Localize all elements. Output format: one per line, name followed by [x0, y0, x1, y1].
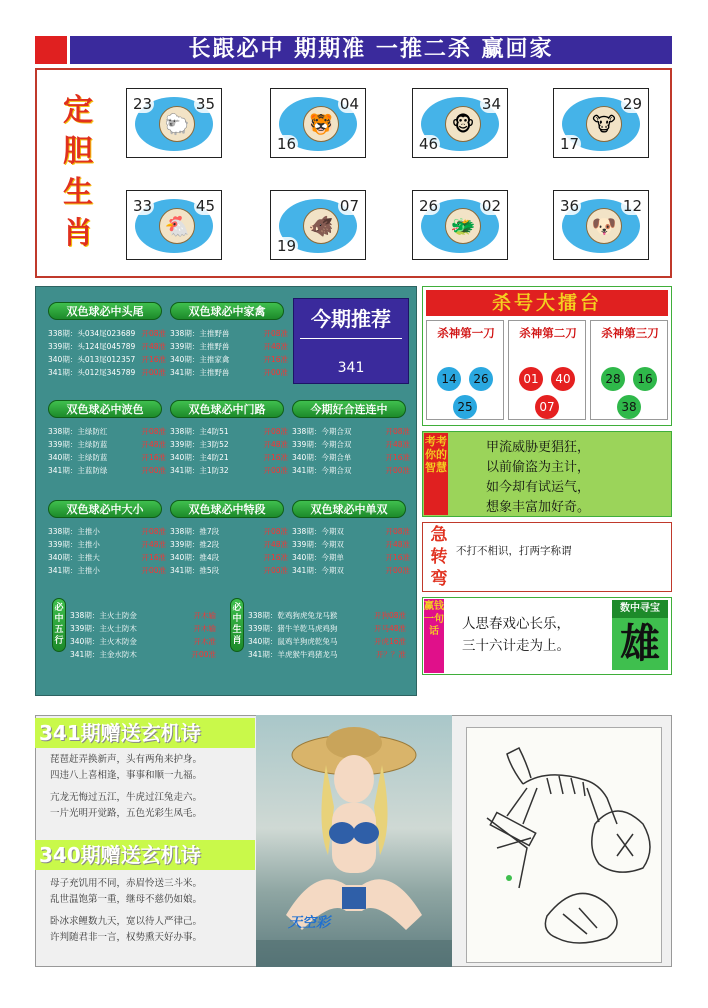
treasure-title: 数中寻宝 [612, 600, 668, 618]
prediction-text: 339期：猪牛羊乾马虎鸡狗 [248, 624, 338, 633]
kill-ball: 38 [617, 395, 641, 419]
section-title-button: 双色球必中家禽 [170, 302, 284, 320]
prediction-result: 开16准 [141, 453, 166, 462]
prediction-result: 开48准 [385, 540, 410, 549]
zebra-sketch-illustration [467, 728, 663, 964]
prediction-row [248, 649, 406, 661]
zodiac-animal-tiger-icon: 🐯 [303, 106, 339, 142]
zodiac-card [126, 190, 222, 260]
kill-column-title: 杀神第二刀 [519, 326, 577, 340]
prediction-text: 339期：主绿防蓝 [48, 440, 108, 449]
kill-column-title: 杀神第一刀 [437, 326, 495, 340]
prediction-row [48, 565, 166, 577]
prediction-row [292, 439, 410, 451]
prediction-result: 开木输 [193, 624, 216, 633]
prediction-row [292, 465, 410, 477]
poem-line: 卧冰求鲤数九天，宽以待人严律己。 [50, 916, 203, 927]
section-title-button: 今期好合连连中 [292, 400, 406, 418]
prediction-result: 开木准 [193, 637, 216, 646]
prediction-row [248, 610, 406, 622]
poem-title: 340期赠送玄机诗 [35, 840, 255, 870]
prediction-result: 开08准 [263, 427, 288, 436]
kill-title: 杀号大擂台 [426, 290, 668, 316]
prediction-result: 开48准 [263, 540, 288, 549]
zodiac-number: 35 [195, 95, 215, 113]
prediction-text: 339期：主推野兽 [170, 342, 230, 351]
poem-title: 341期赠送玄机诗 [35, 718, 255, 748]
prediction-row [48, 526, 166, 538]
vertical-label-wuxing: 必中五行 [52, 598, 66, 652]
zodiac-animal-ox-icon: 🐮 [586, 106, 622, 142]
prediction-row [170, 552, 288, 564]
prediction-result: 开00准 [263, 466, 288, 475]
prediction-text: 341期：羊虎猴牛鸡猪龙马 [248, 650, 338, 659]
prediction-text: 339期：今期合双 [292, 440, 352, 449]
kill-ball: 40 [551, 367, 575, 391]
poem-line: 亢龙无悔过五江，牛虎过江兔走六。 [50, 792, 203, 803]
prediction-result: 开48准 [141, 540, 166, 549]
kill-ball: 07 [535, 395, 559, 419]
prediction-row [48, 328, 166, 340]
prediction-text: 338期：主推野兽 [170, 329, 230, 338]
brain-teaser-label [424, 524, 454, 590]
zodiac-animal-rooster-icon: 🐔 [159, 208, 195, 244]
prediction-row [248, 623, 406, 635]
riddle-line: 以前偷盗为主计， [486, 460, 591, 475]
prediction-result: 开16准 [385, 553, 410, 562]
zodiac-number: 46 [419, 135, 439, 153]
kill-ball: 26 [469, 367, 493, 391]
poem-line: 四违八上喜相逢，事事和顺一九福。 [50, 770, 203, 781]
poem-line: 乱世温饱第一重，继母不慈仍如娘。 [50, 894, 203, 905]
prediction-row [170, 539, 288, 551]
zodiac-title-char: 胆 [63, 134, 93, 169]
prediction-text: 340期：今期单 [292, 553, 344, 562]
treasure-char: 雄 [612, 618, 668, 670]
riddle-label: 考考你的智慧 [424, 433, 448, 515]
prediction-text: 340期：鼠鸡羊狗虎乾兔马 [248, 637, 338, 646]
prediction-text: 340期：主绿防蓝 [48, 453, 108, 462]
prediction-row [170, 465, 288, 477]
kill-ball: 28 [601, 367, 625, 391]
prediction-text: 340期：主4防21 [170, 453, 229, 462]
photo-illustration [256, 715, 452, 967]
zodiac-number: 45 [195, 197, 215, 215]
prediction-text: 340期：主火木防金 [70, 637, 137, 646]
zodiac-number: 23 [133, 95, 153, 113]
riddle-line: 如今却有试运气， [486, 480, 591, 495]
prediction-text: 339期：今期双 [292, 540, 344, 549]
prediction-text: 338期：主火土防金 [70, 611, 137, 620]
prediction-result: 开48准 [385, 440, 410, 449]
prediction-result: 开虎16准 [373, 637, 406, 646]
prediction-result: 开48准 [141, 440, 166, 449]
prediction-result: 开08准 [385, 427, 410, 436]
riddle-line: 甲流威胁更猖狂， [486, 440, 591, 455]
prediction-result: 开16准 [263, 553, 288, 562]
zodiac-title [58, 90, 98, 254]
prediction-row [170, 354, 288, 366]
prediction-text: 341期：主金水防木 [70, 650, 137, 659]
prediction-row [48, 426, 166, 438]
prediction-text: 339期：推2段 [170, 540, 220, 549]
zodiac-number: 16 [277, 135, 297, 153]
kill-ball: 16 [633, 367, 657, 391]
prediction-text: 340期：主推大 [48, 553, 100, 562]
kill-ball: 01 [519, 367, 543, 391]
kill-column [508, 320, 586, 420]
prediction-result: 开08准 [141, 329, 166, 338]
prediction-text: 339期：主3防52 [170, 440, 229, 449]
prediction-row [170, 367, 288, 379]
zodiac-card [412, 88, 508, 158]
prediction-result: 开16准 [141, 355, 166, 364]
prediction-text: 340期：主推家禽 [170, 355, 230, 364]
prediction-text: 341期：主推小 [48, 566, 100, 575]
section-title-button: 双色球必中头尾 [48, 302, 162, 320]
prediction-text: 338期：主推小 [48, 527, 100, 536]
page-title: 长跟必中 期期准 一推二杀 赢回家 [70, 36, 672, 64]
riddle-line: 想象丰富加好奇。 [486, 500, 591, 515]
zodiac-number: 07 [339, 197, 359, 215]
prediction-row [48, 354, 166, 366]
prediction-row [170, 426, 288, 438]
prediction-text: 338期：头034尾023689 [48, 329, 136, 338]
prediction-row [292, 526, 410, 538]
prediction-row [48, 539, 166, 551]
zodiac-animal-monkey-icon: 🐵 [445, 106, 481, 142]
prediction-text: 339期：头124尾045789 [48, 342, 136, 351]
prediction-result: 开48准 [141, 342, 166, 351]
prediction-text: 339期：主推小 [48, 540, 100, 549]
zodiac-title-char: 肖 [63, 216, 93, 251]
photo-watermark: 天空彩 [288, 915, 330, 931]
section-title-button: 双色球必中大小 [48, 500, 162, 518]
prediction-row [70, 623, 216, 635]
prediction-row [292, 426, 410, 438]
prediction-text: 338期：推7段 [170, 527, 220, 536]
zodiac-card [126, 88, 222, 158]
win-label: 赢钱一句话 [424, 599, 444, 673]
prediction-text: 338期：今期合双 [292, 427, 352, 436]
zodiac-title-char: 生 [63, 175, 93, 210]
prediction-text: 340期：今期合单 [292, 453, 352, 462]
prediction-text: 341期：主1防32 [170, 466, 229, 475]
prediction-row [292, 452, 410, 464]
zodiac-number: 34 [481, 95, 501, 113]
prediction-row [48, 465, 166, 477]
prediction-text: 341期：今期双 [292, 566, 344, 575]
prediction-result: 开08准 [141, 527, 166, 536]
prediction-row [48, 367, 166, 379]
zodiac-card [412, 190, 508, 260]
prediction-row [48, 452, 166, 464]
prediction-result: 开48准 [263, 440, 288, 449]
zodiac-number: 33 [133, 197, 153, 215]
prediction-text: 338期：主4防51 [170, 427, 229, 436]
zodiac-number: 29 [622, 95, 642, 113]
zodiac-card [553, 190, 649, 260]
prediction-result: 开08准 [263, 527, 288, 536]
recommend-divider [300, 338, 402, 339]
header-red-block [35, 36, 67, 64]
sketch-image [466, 727, 662, 963]
vertical-label-shengxiao: 必中生肖 [230, 598, 244, 652]
photo-image [256, 715, 452, 967]
prediction-row [170, 328, 288, 340]
zodiac-animal-dog-icon: 🐶 [586, 208, 622, 244]
brain-teaser-label-char: 急 [430, 525, 448, 545]
prediction-text: 341期：主蓝防绿 [48, 466, 108, 475]
recommend-title: 今期推荐 [311, 307, 391, 331]
prediction-text: 341期：今期合双 [292, 466, 352, 475]
prediction-row [292, 552, 410, 564]
prediction-result: 开00准 [141, 566, 166, 575]
prediction-result: 开00准 [385, 566, 410, 575]
brain-teaser-label-char: 转 [430, 547, 448, 567]
zodiac-animal-sheep-icon: 🐑 [159, 106, 195, 142]
prediction-result: 开08准 [263, 329, 288, 338]
prediction-text: 338期：主绿防红 [48, 427, 108, 436]
prediction-row [48, 341, 166, 353]
prediction-row [248, 636, 406, 648]
zodiac-number: 36 [560, 197, 580, 215]
prediction-row [70, 649, 216, 661]
prediction-row [170, 439, 288, 451]
zodiac-animal-pig-icon: 🐗 [303, 208, 339, 244]
prediction-result: 开00准 [141, 368, 166, 377]
prediction-result: 开狗08准 [373, 611, 406, 620]
poem-body [50, 876, 260, 946]
prediction-text: 341期：头012尾345789 [48, 368, 136, 377]
prediction-result: 开08准 [141, 427, 166, 436]
zodiac-card [270, 190, 366, 260]
prediction-result: 开08准 [385, 527, 410, 536]
prediction-result: 开00准 [191, 650, 216, 659]
prediction-result: 开16准 [385, 453, 410, 462]
kill-ball: 14 [437, 367, 461, 391]
prediction-result: 开48准 [263, 342, 288, 351]
recommend-value: 341 [337, 360, 365, 376]
prediction-result: 开16准 [263, 453, 288, 462]
prediction-row [292, 565, 410, 577]
zodiac-number: 02 [481, 197, 501, 215]
prediction-row [170, 452, 288, 464]
prediction-row [70, 610, 216, 622]
prediction-text: 340期：头013尾012357 [48, 355, 136, 364]
prediction-row [48, 552, 166, 564]
section-title-button: 双色球必中门路 [170, 400, 284, 418]
prediction-row [292, 539, 410, 551]
zodiac-card [553, 88, 649, 158]
prediction-result: 开马48准 [373, 624, 406, 633]
poem-line: 一片光明开觉路，五色光彩生凤毛。 [50, 808, 203, 819]
kill-column [426, 320, 504, 420]
zodiac-card [270, 88, 366, 158]
prediction-row [70, 636, 216, 648]
prediction-row [170, 526, 288, 538]
kill-column-title: 杀神第三刀 [601, 326, 659, 340]
prediction-text: 341期：主推野兽 [170, 368, 230, 377]
prediction-result: 开？？准 [376, 650, 406, 659]
brain-teaser-text: 不打不相识，打两字称谓 [456, 545, 572, 557]
poem-body [50, 752, 260, 822]
prediction-row [170, 565, 288, 577]
brain-teaser-label-char: 弯 [430, 569, 448, 589]
prediction-result: 开16准 [263, 355, 288, 364]
poem-line: 琵琶赶弄换新声，头有两角来护身。 [50, 754, 203, 765]
prediction-result: 开16准 [141, 553, 166, 562]
section-title-button: 双色球必中波色 [48, 400, 162, 418]
prediction-result: 开00准 [385, 466, 410, 475]
prediction-text: 339期：主火土防木 [70, 624, 137, 633]
prediction-result: 开00准 [263, 368, 288, 377]
zodiac-title-char: 定 [63, 93, 93, 128]
poem-line: 母子充饥用不同，赤眉怜送三斗米。 [50, 878, 203, 889]
zodiac-animal-dragon-icon: 🐲 [445, 208, 481, 244]
prediction-text: 341期：推5段 [170, 566, 220, 575]
prediction-result: 开00准 [141, 466, 166, 475]
prediction-row [48, 439, 166, 451]
zodiac-number: 26 [419, 197, 439, 215]
kill-ball: 25 [453, 395, 477, 419]
prediction-text: 340期：推4段 [170, 553, 220, 562]
prediction-result: 开木输 [193, 611, 216, 620]
zodiac-number: 12 [622, 197, 642, 215]
prediction-result: 开00准 [263, 566, 288, 575]
prediction-text: 338期：今期双 [292, 527, 344, 536]
section-title-button: 双色球必中单双 [292, 500, 406, 518]
prediction-text: 338期：乾鸡狗虎兔龙马猴 [248, 611, 338, 620]
prediction-row [170, 341, 288, 353]
win-line: 人思春戏心长乐， [462, 616, 570, 632]
kill-column [590, 320, 668, 420]
win-line: 三十六计走为上。 [462, 638, 570, 654]
section-title-button: 双色球必中特段 [170, 500, 284, 518]
zodiac-number: 04 [339, 95, 359, 113]
poem-line: 许判随君非一言，权势熏天好办事。 [50, 932, 203, 943]
zodiac-number: 17 [560, 135, 580, 153]
zodiac-number: 19 [277, 237, 297, 255]
